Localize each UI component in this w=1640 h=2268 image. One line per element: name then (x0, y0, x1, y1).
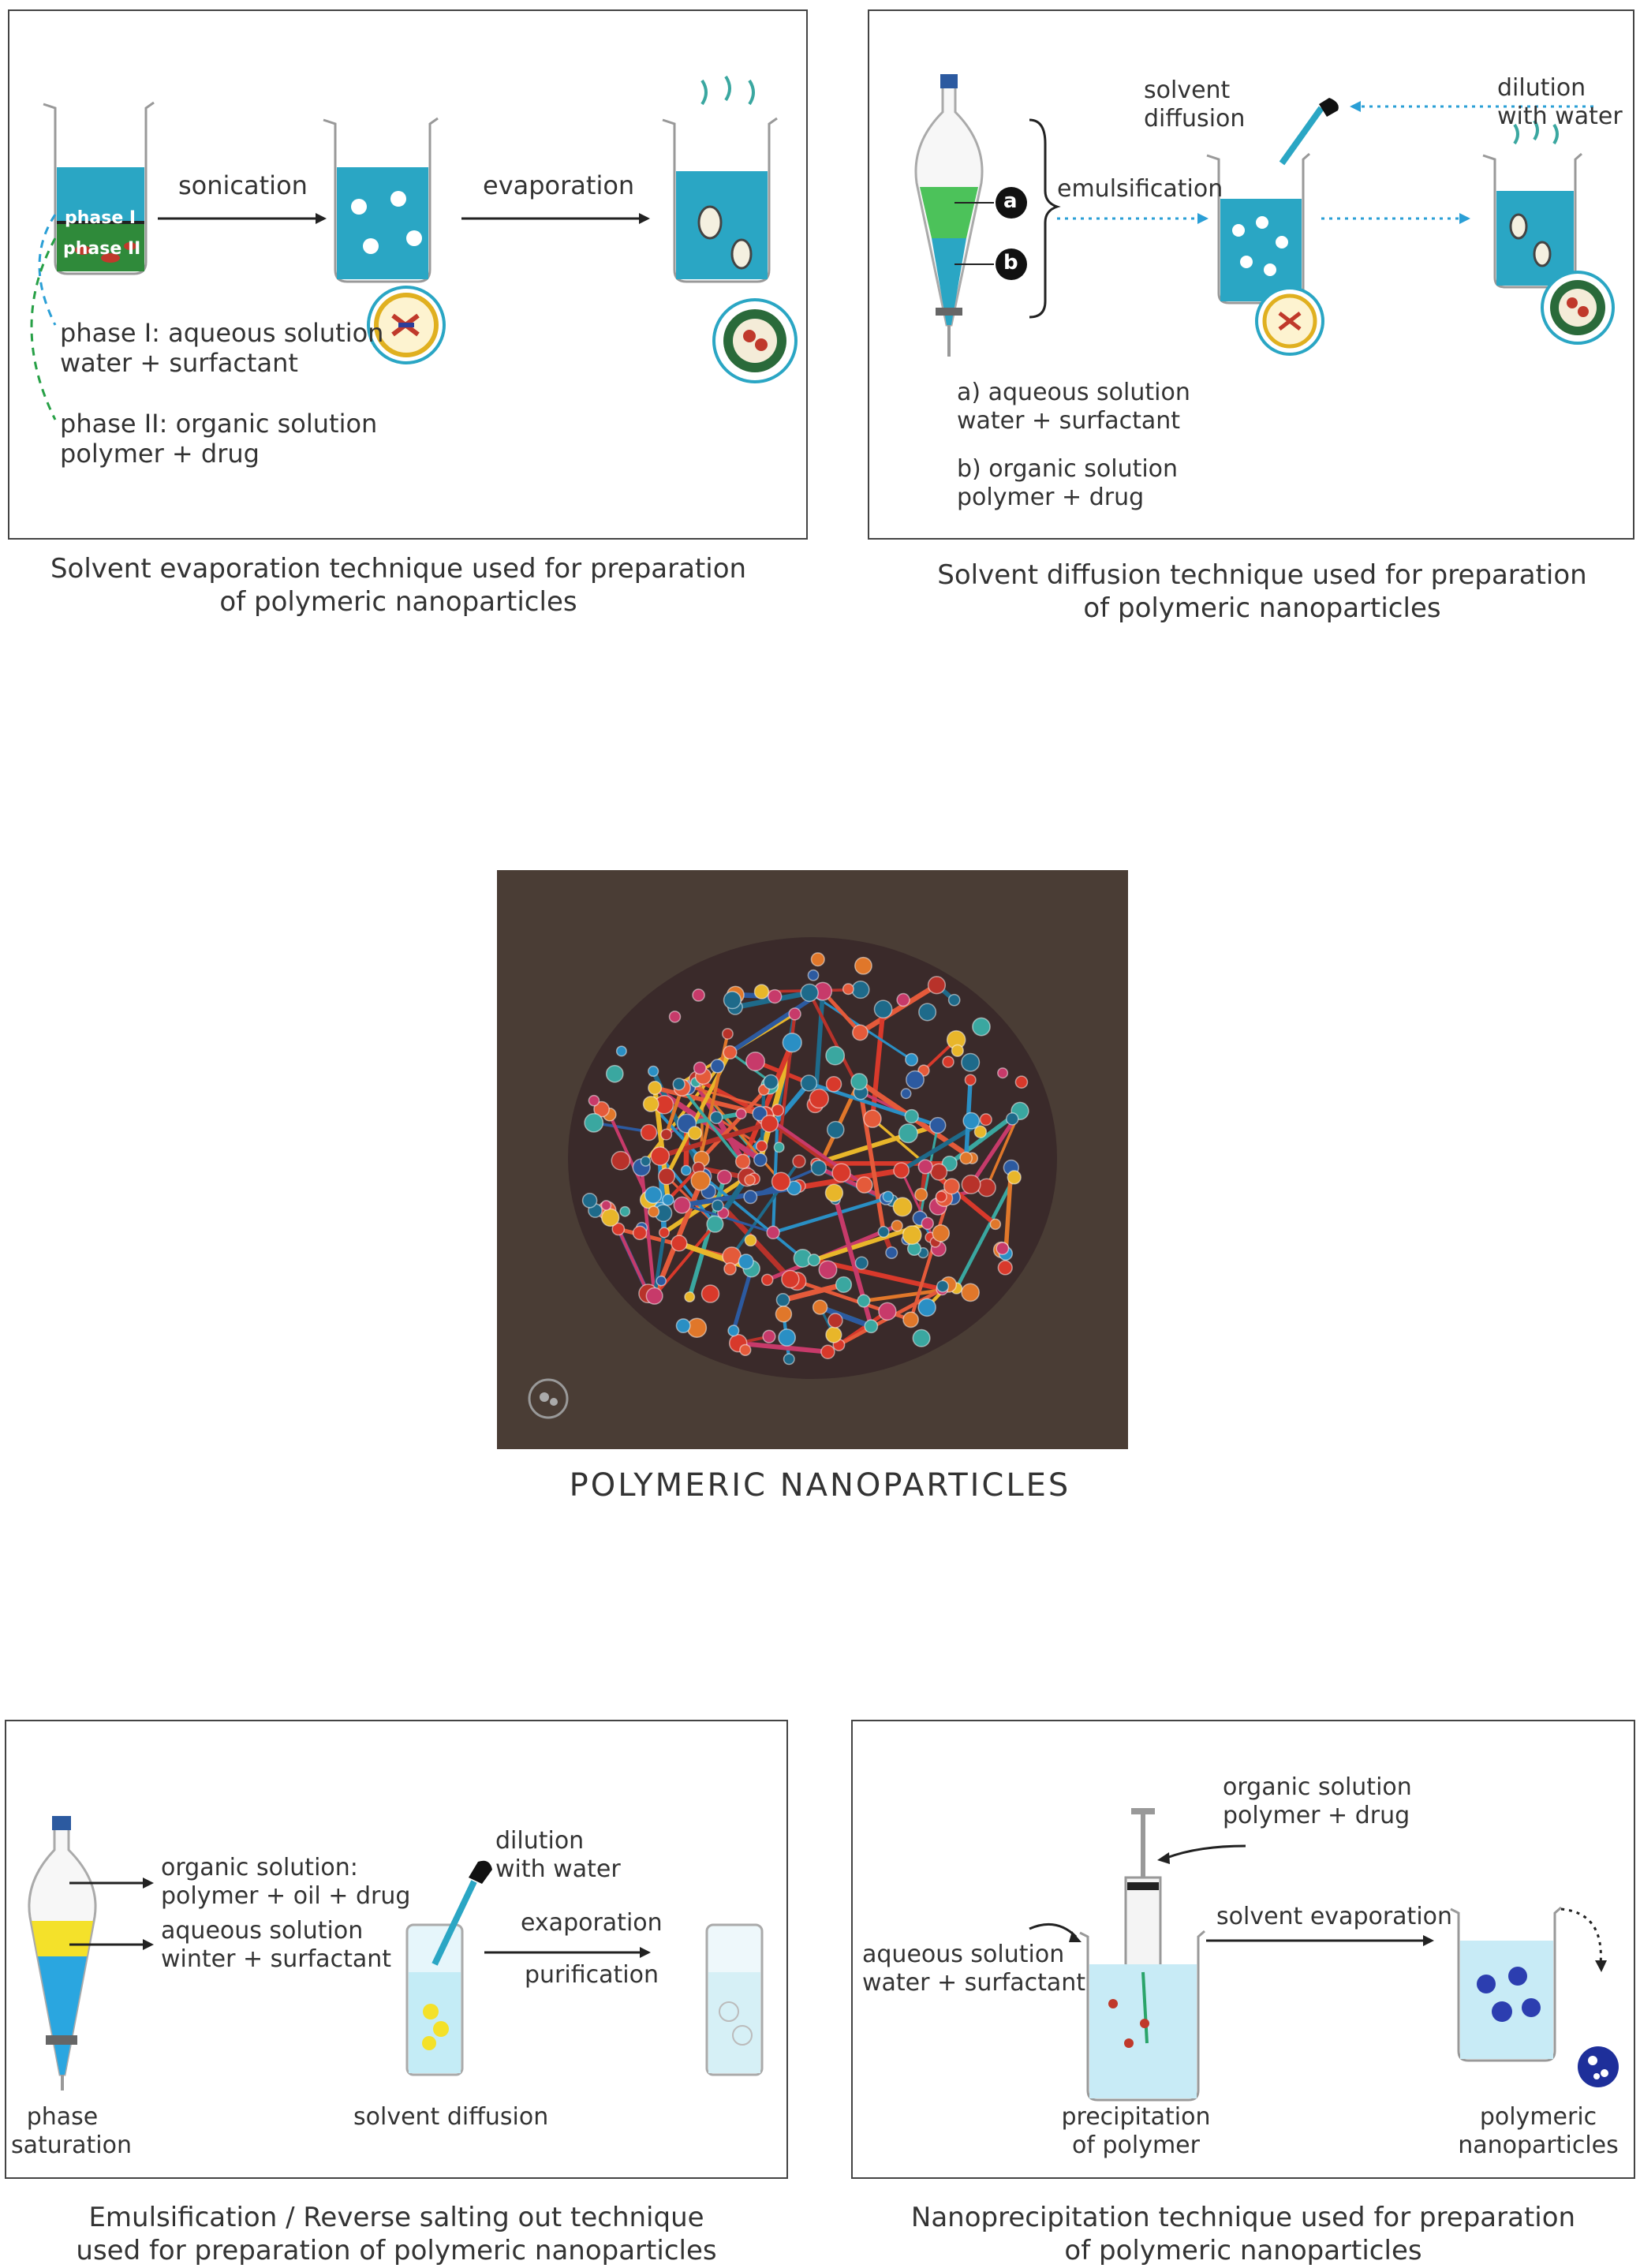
polymer-bead (943, 1056, 954, 1067)
polymer-bead (728, 1325, 739, 1336)
polymer-bead (936, 1191, 947, 1202)
polymer-bead (783, 1033, 801, 1052)
polymer-bead (724, 992, 742, 1009)
precipitation-label: precipitation of polymer (1061, 2103, 1211, 2159)
polymer-bead (745, 1235, 756, 1246)
polymer-bead (901, 1089, 910, 1098)
polymer-bead (921, 1217, 933, 1229)
polymer-bead (694, 1062, 706, 1074)
polymer-bead (874, 1000, 891, 1018)
polymer-bead (641, 1156, 650, 1166)
polymer-bead (878, 1227, 888, 1237)
polymer-bead (996, 1242, 1008, 1254)
polymer-bead (962, 1175, 981, 1194)
polymeric-nanoparticles-label: polymeric nanoparticles (1458, 2103, 1619, 2159)
polymer-bead (826, 1046, 844, 1064)
polymer-bead (782, 1271, 799, 1288)
polymer-bead (930, 1118, 946, 1134)
polymer-bead (607, 1066, 623, 1082)
polymer-bead (676, 1319, 689, 1332)
polymer-bead (913, 1329, 930, 1347)
polymer-bead (905, 1110, 918, 1123)
dropper-icon (1282, 98, 1339, 163)
polymer-bead (949, 995, 960, 1006)
polymer-bead (779, 1329, 795, 1346)
polymer-bead (808, 970, 818, 981)
polymer-bead (903, 1312, 918, 1327)
polymer-bead (864, 1110, 881, 1127)
polymeric-nanoparticle-image (497, 870, 1128, 1449)
polymer-bead (588, 1096, 599, 1106)
phase2-description: phase II: organic solution polymer + drug (60, 409, 378, 469)
polymer-bead (754, 1153, 767, 1166)
aqueous-solution-description: a) aqueous solution water + surfactant (957, 379, 1190, 435)
phase2-tag: phase II (63, 239, 141, 259)
polymer-bead (813, 1300, 827, 1314)
dilution-label: dilution with water (495, 1827, 621, 1883)
polymer-bead (965, 1074, 976, 1085)
polymer-bead (998, 1261, 1012, 1275)
polymer-bead (718, 1170, 732, 1184)
polymer-bead (764, 1075, 778, 1089)
phase1-description: phase I: aqueous solution water + surfactant (60, 318, 384, 378)
polymer-bead (990, 1219, 1000, 1229)
polymer-bead (693, 989, 704, 1001)
polymer-bead (951, 1044, 963, 1056)
polymer-bead (793, 1155, 805, 1168)
polymer-bead (789, 1008, 801, 1020)
polymer-bead (776, 1294, 789, 1306)
polymer-bead (1007, 1113, 1018, 1125)
polymer-bead (894, 1163, 909, 1178)
organic-solution-label: organic solution: polymer + oil + drug (161, 1854, 411, 1910)
polymer-bead (745, 1175, 755, 1185)
polymer-bead (1007, 1171, 1021, 1184)
polymer-bead (723, 1046, 737, 1059)
polymer-bead (670, 1011, 681, 1022)
polymer-bead (897, 994, 910, 1007)
polymer-bead (906, 1054, 917, 1066)
sonication-label: sonication (178, 170, 308, 200)
polymer-bead (828, 1313, 842, 1328)
polymer-bead (928, 977, 946, 994)
polymer-bead (671, 1235, 687, 1251)
polymer-bead (960, 1152, 972, 1164)
marker-b-label: b (1003, 251, 1018, 275)
polymer-bead (978, 1179, 996, 1196)
polymer-bead (661, 1129, 671, 1139)
polymer-bead (918, 1298, 936, 1316)
polymer-bead (836, 1277, 852, 1293)
polymer-bead (761, 1115, 778, 1132)
beaker-icon (1483, 121, 1613, 343)
polymer-bead (832, 1164, 850, 1182)
polymer-bead (886, 1247, 898, 1259)
polymer-bead (825, 1184, 842, 1201)
beaker-icon (407, 1925, 462, 2075)
polymer-bead (819, 1261, 836, 1278)
polymer-bead (646, 1287, 663, 1304)
polymer-bead (644, 1097, 659, 1112)
organic-solution-description: b) organic solution polymer + drug (957, 455, 1179, 511)
emulsification-label: emulsification (1057, 175, 1223, 203)
polymer-bead (801, 984, 818, 1001)
solvent-diffusion-label: solvent diffusion (353, 2103, 549, 2131)
polymer-bead (809, 1089, 828, 1108)
polymer-bead (906, 1071, 924, 1089)
polymer-bead (754, 985, 768, 999)
polymeric-nanoparticles-title: POLYMERIC NANOPARTICLES (569, 1467, 1071, 1504)
polymer-bead (891, 1220, 902, 1231)
polymer-bead (763, 1330, 775, 1343)
polymer-bead (893, 1198, 912, 1216)
polymer-bead (768, 990, 782, 1003)
polymer-bead (648, 1067, 659, 1077)
polymer-bead (659, 1227, 670, 1238)
polymer-bead (617, 1046, 626, 1056)
polymer-bead (673, 1078, 685, 1090)
polymer-bead (633, 1226, 647, 1239)
polymer-bead (648, 1082, 662, 1095)
polymer-bead (801, 1075, 816, 1091)
polymer-bead (712, 1200, 723, 1211)
polymer-bead (756, 1141, 768, 1152)
dilution-label: dilution with water (1497, 74, 1623, 130)
polymer-bead (853, 1025, 868, 1040)
nanoprecipitation-caption: Nanoprecipitation technique used for preparation of polymeric nanoparticles (910, 2202, 1576, 2266)
beaker-icon (1451, 1907, 1561, 2061)
purification-label: purification (525, 1961, 659, 1989)
polymer-bead (903, 1226, 921, 1244)
polymer-bead (843, 984, 854, 994)
polymer-bead (857, 1295, 870, 1307)
polymer-bead (762, 1274, 773, 1285)
polymer-bead (585, 1114, 603, 1132)
polymer-bead (962, 1283, 979, 1301)
beaker-icon (707, 1925, 762, 2075)
polymer-bead (855, 958, 872, 974)
polymer-bead (1015, 1076, 1027, 1088)
separatory-funnel-icon (916, 74, 982, 357)
polymer-bead (962, 1053, 980, 1071)
polymer-bead (744, 1190, 756, 1203)
organic-solution-label: organic solution polymer + drug (1223, 1773, 1412, 1829)
polymer-bead (767, 1226, 779, 1239)
polymer-bead (601, 1201, 611, 1210)
polymer-bead (656, 1276, 666, 1286)
polymer-bead (852, 981, 869, 999)
polymer-bead (855, 1257, 868, 1269)
polymer-bead (998, 1068, 1008, 1078)
polymer-bead (808, 1254, 820, 1266)
polymer-bead (811, 953, 824, 966)
polymer-bead (811, 1160, 826, 1175)
polymer-bead (738, 1254, 753, 1269)
polymer-bead (879, 1302, 896, 1320)
solvent-diffusion-label: solvent diffusion (1144, 77, 1246, 133)
polymer-bead (898, 1124, 917, 1143)
polymer-bead (883, 1191, 893, 1201)
polymer-bead (711, 1059, 724, 1073)
polymer-bead (772, 1172, 790, 1190)
polymer-bead (583, 1194, 597, 1208)
polymer-bead (915, 1189, 928, 1201)
polymer-bead (682, 1166, 691, 1175)
polymer-bead (641, 1125, 657, 1141)
polymer-bead (611, 1152, 629, 1170)
polymer-bead (932, 1225, 949, 1242)
beaker-icon (663, 77, 796, 382)
beaker-icon (1207, 154, 1323, 354)
polymer-bead (651, 1147, 669, 1165)
solvent-diffusion-caption: Solvent diffusion technique used for preparation of polymeric nanoparticles (937, 559, 1587, 624)
polymer-bead (723, 1029, 733, 1039)
polymer-bead (746, 1052, 764, 1070)
polymer-bead (602, 1209, 619, 1226)
polymer-bead (919, 1003, 936, 1021)
polymer-bead (645, 1186, 662, 1203)
polymer-bead (821, 1345, 835, 1358)
polymer-bead (963, 1113, 979, 1129)
polymer-bead (685, 1292, 695, 1302)
polymer-bead (918, 1160, 932, 1174)
polymer-bead (701, 1285, 719, 1302)
polymer-bead (981, 1114, 992, 1126)
polymer-bead (648, 1206, 659, 1217)
polymer-bead (740, 1344, 751, 1355)
polymer-bead (857, 1177, 872, 1193)
polymer-bead (784, 1354, 794, 1364)
polymer-bead (689, 1127, 702, 1140)
polymer-bead (826, 1327, 842, 1343)
polymer-bead (826, 1077, 841, 1092)
polymer-bead (775, 1306, 791, 1322)
polymer-bead (674, 1197, 690, 1213)
polymer-bead (691, 1171, 710, 1190)
emulsification-caption: Emulsification / Reverse salting out technique used for preparation of polymeric nanoparticles (76, 2202, 717, 2266)
polymer-bead (931, 1164, 947, 1179)
polymer-bead (710, 1112, 722, 1123)
polymer-bead (937, 1280, 948, 1291)
phase-saturation-label: phase saturation (11, 2103, 132, 2159)
separatory-funnel-icon (29, 1816, 95, 2091)
solvent-evaporation-label: solvent evaporation (1216, 1903, 1453, 1930)
polymer-bead (724, 1263, 736, 1275)
polymer-bead (774, 1142, 784, 1153)
polymer-bead (944, 1179, 960, 1194)
polymer-bead (659, 1168, 675, 1185)
polymer-bead (736, 1109, 746, 1119)
polymer-bead (973, 1018, 990, 1035)
polymer-bead (865, 1320, 877, 1332)
solvent-evaporation-caption: Solvent evaporation technique used for preparation of polymeric nanoparticles (50, 553, 747, 618)
marker-a-label: a (1003, 189, 1018, 213)
phase1-tag: phase I (65, 208, 136, 228)
polymer-bead (707, 1216, 723, 1232)
evaporation-label: evaporation (483, 170, 635, 200)
polymer-bead (827, 1122, 844, 1138)
exaporation-label: exaporation (521, 1909, 663, 1937)
polymer-bead (620, 1207, 629, 1216)
aqueous-solution-label: aqueous solution winter + surfactant (161, 1917, 391, 1973)
polymer-bead (663, 1194, 674, 1205)
polymer-bead (851, 1074, 867, 1089)
nanoparticle-icon (1578, 2046, 1619, 2087)
aqueous-solution-label: aqueous solution water + surfactant (862, 1941, 1086, 1997)
polymer-bead (736, 1154, 750, 1168)
